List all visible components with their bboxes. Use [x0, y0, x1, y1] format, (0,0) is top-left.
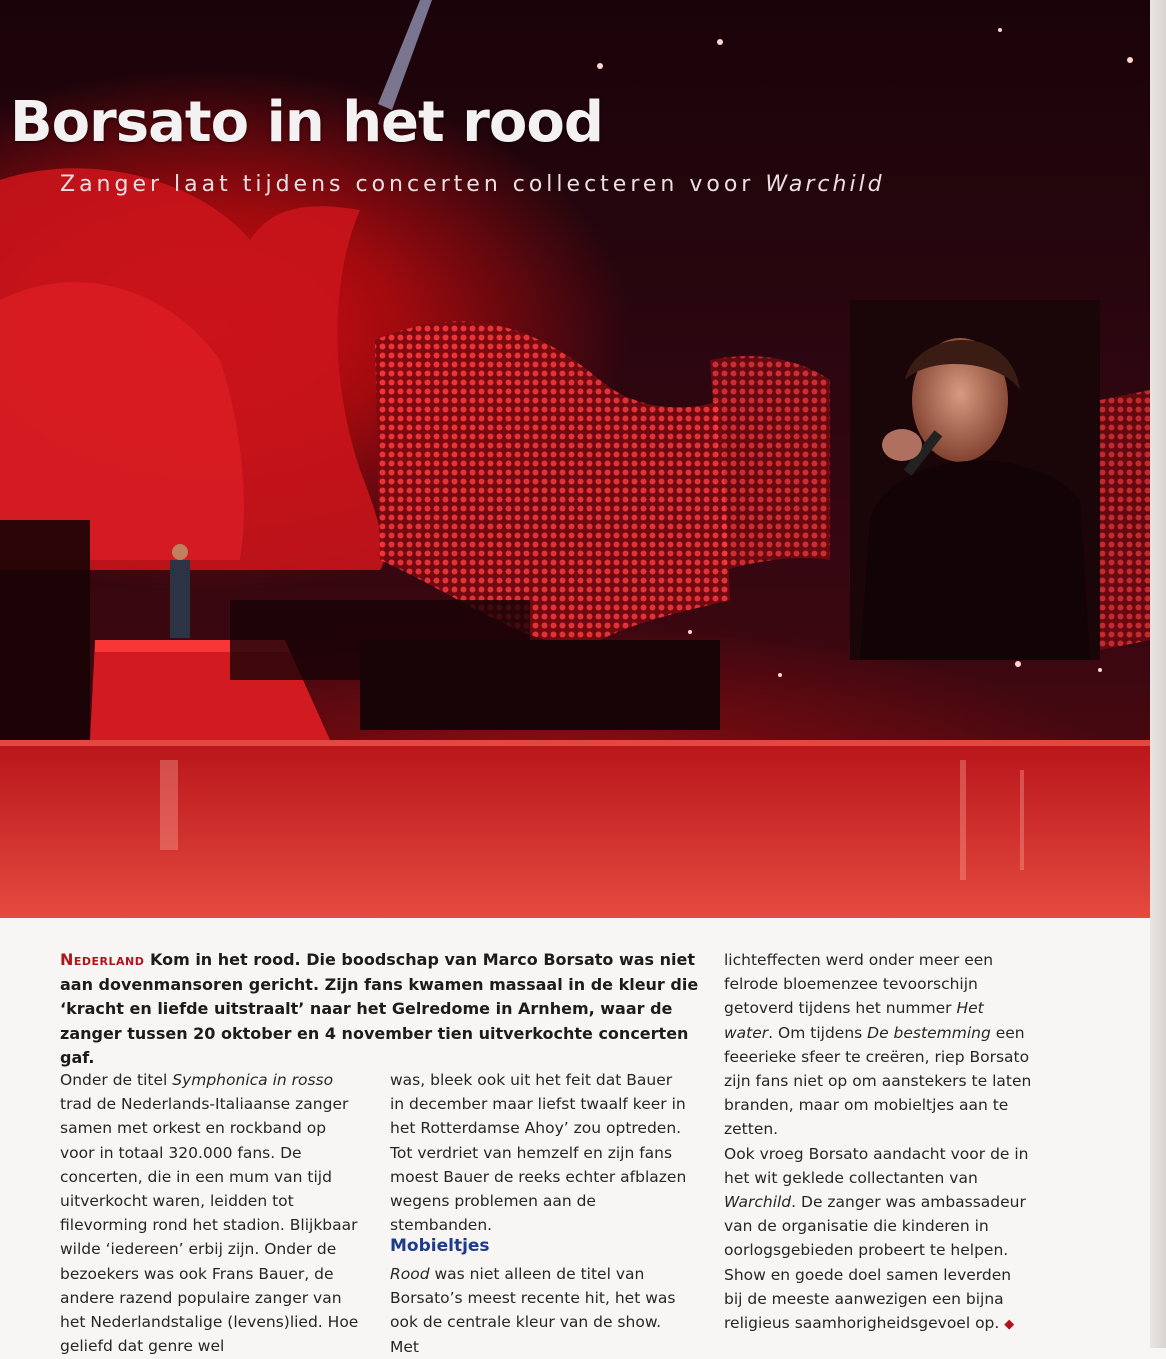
article-column-3: [724, 948, 1034, 1337]
col1-italic: Symphonica in rosso: [172, 1071, 334, 1089]
col3-text-b: . Om tijdens: [768, 1023, 868, 1042]
intro-text: Kom in het rood. Die boodschap van Marco Borsato was niet aan dovenmansoren gericht. Zijn fans kwamen massaal in de kleur die ‘kracht en liefde uitstraalt’ naar het Gelredome in Arnhem, waar de zanger tussen 20 oktober en 4 november tien uitverkochte concerten gaf.: [60, 950, 699, 1067]
article-column-2-continued: [390, 1262, 690, 1359]
page-subtitle: [60, 172, 885, 197]
article-column-2: [390, 1068, 690, 1237]
article-intro: [60, 948, 700, 1071]
subtitle-italic: Warchild: [765, 172, 885, 197]
col3-text-c: een feeerieke sfeer te creëren, riep Borsato zijn fans niet op om aanstekers te laten branden, maar om mobieltjes aan te zetten.: [724, 1023, 1032, 1139]
dateline: Nederland: [60, 950, 145, 969]
page-edge: [1150, 0, 1166, 1348]
singer-on-stage: [170, 560, 190, 638]
page-title: Borsato in het rood: [10, 90, 603, 155]
col1-text-b: trad de Nederlands-Italiaanse zanger samen met orkest en rockband op voor in totaal 320.000 fans. De concerten, die in een mum van tijd uitverkocht waren, leidden tot filevorming rond het stadion. Blijkbaar wilde ‘iedereen’ erbij zijn. Onder de bezoekers was ook Frans Bauer, de andere razend populaire zanger van het Nederlandstalige (levens)lied. Hoe geliefd dat genre wel: [60, 1095, 359, 1356]
end-mark-icon: ◆: [1004, 1317, 1015, 1333]
col2-text-b: was niet alleen de titel van Borsato’s meest recente hit, het was ook de centrale kleur van de show. Met: [390, 1265, 676, 1356]
led-wall-left: [375, 321, 730, 644]
col3-text-a: lichteffecten werd onder meer een felrode bloemenzee tevoorschijn getoverd tijdens het nummer: [724, 951, 994, 1018]
led-wall-right: [710, 356, 830, 570]
col3-text-e: . De zanger was ambassadeur van de organisatie die kinderen in oorlogsgebieden probeert te helpen. Show en goede doel samen leverden bij de meeste aanwezigen een bijna religieus saamhorigheidsgevoel op.: [724, 1193, 1026, 1333]
col1-text-a: Onder de titel: [60, 1071, 173, 1089]
col3-italic-3: Warchild: [724, 1193, 792, 1212]
section-heading: Mobieltjes: [390, 1236, 490, 1256]
col2-italic: Rood: [390, 1265, 430, 1283]
col3-text-d: Ook vroeg Borsato aandacht voor de in het wit geklede collectanten van: [724, 1144, 1029, 1187]
col3-italic-2: De bestemming: [867, 1023, 991, 1042]
article-column-1: [60, 1068, 360, 1358]
col3-italic-1: Het water: [724, 999, 984, 1042]
subtitle-text: Zanger laat tijdens concerten collecteren voor: [60, 172, 766, 197]
col2-paragraph: was, bleek ook uit het feit dat Bauer in december maar liefst twaalf keer in het Rotterdamse Ahoy’ zou optreden. Tot verdriet van hemzelf en zijn fans moest Bauer de reeks echter afblazen wegens problemen aan de stembanden.: [390, 1071, 687, 1235]
